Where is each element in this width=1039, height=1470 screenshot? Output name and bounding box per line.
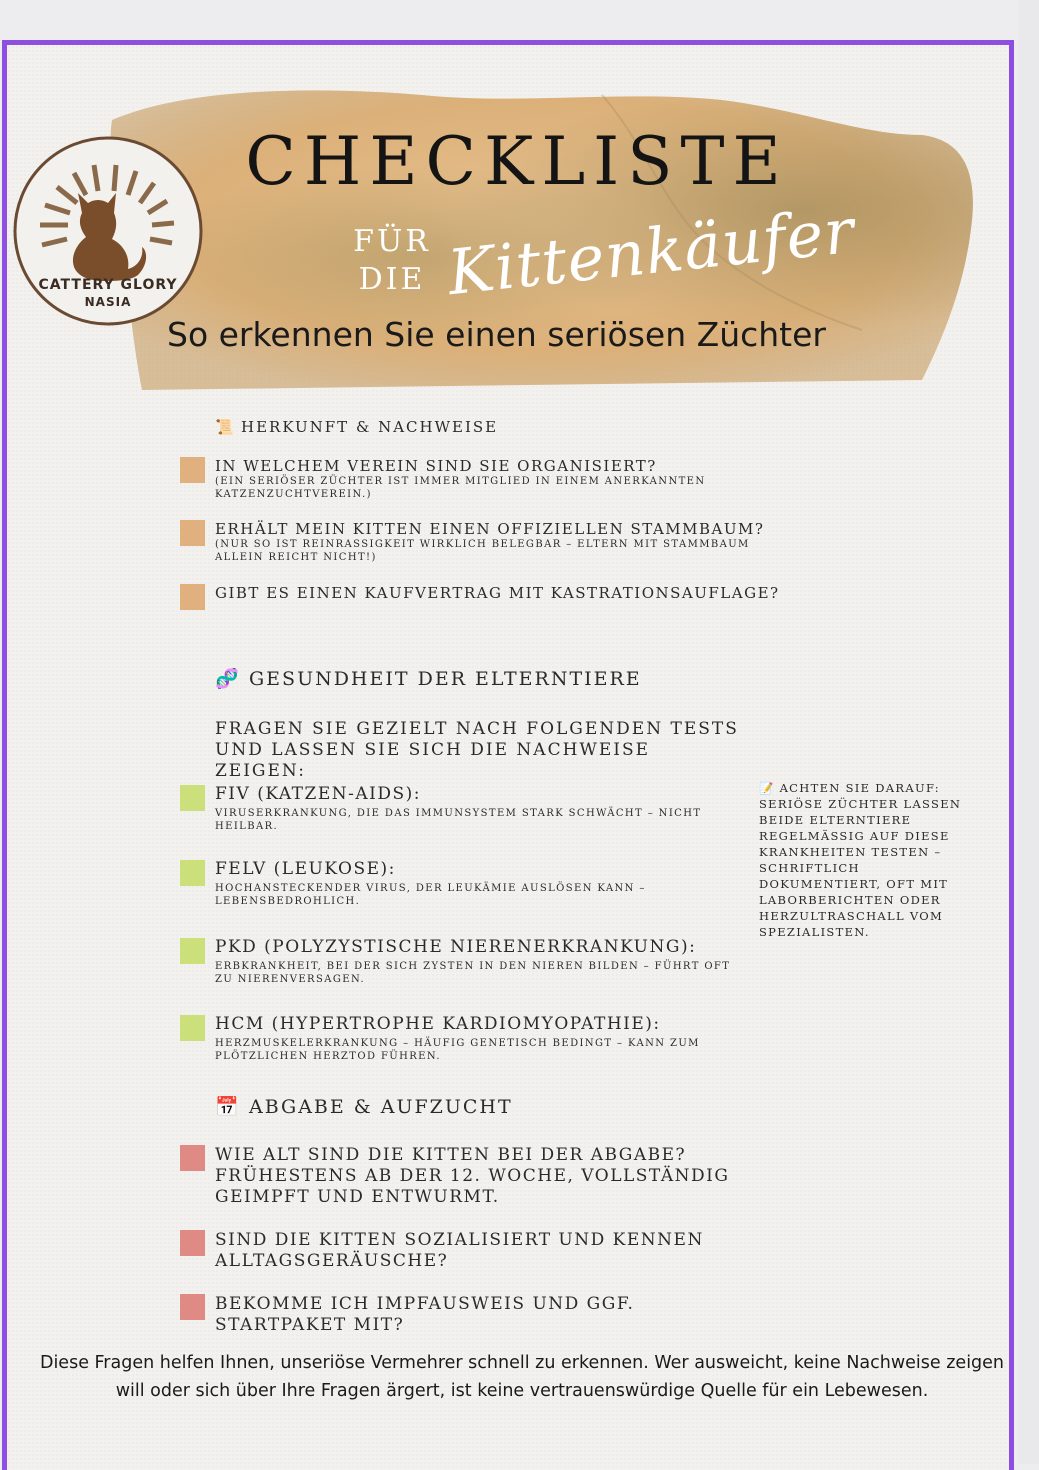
question-text: FELV (LEUKOSE): [215, 859, 396, 879]
question-note: ERBKRANKHEIT, BEI DER SICH ZYSTEN IN DEN NIEREN BILDEN – FÜHRT OFT ZU NIERENVERSAGEN. [215, 961, 731, 985]
question-text: GIBT ES EINEN KAUFVERTRAG MIT KASTRATIONSAUFLAGE? [215, 584, 780, 602]
question-note: (EIN SERIÖSER ZÜCHTER IST IMMER MITGLIED IN EINEM ANERKANNTEN KATZENZUCHTVEREIN.) [215, 476, 706, 500]
title-script-word: Kittenkäufer [444, 193, 859, 310]
question-text: WIE ALT SIND DIE KITTEN BEI DER ABGABE? FRÜHESTENS AB DER 12. WOCHE, VOLLSTÄNDIG GEIMPFT UND ENTWURMT. [215, 1145, 730, 1207]
checklist-item[interactable] [180, 785, 790, 835]
checkbox[interactable] [180, 1015, 205, 1041]
checkbox[interactable] [180, 860, 205, 886]
checklist-item[interactable] [180, 1015, 790, 1065]
checklist-item[interactable] [180, 1230, 790, 1274]
page-subtitle: So erkennen Sie einen seriösen Züchter [167, 315, 826, 354]
closing-paragraph: Diese Fragen helfen Ihnen, unseriöse Vermehrer schnell zu erkennen. Wer ausweicht, keine Nachweise zeigen will oder sich über Ihre Fragen ärgert, ist keine vertrauenswürdige Quelle für ein Lebewesen. [39, 1353, 1005, 1401]
question-text: SIND DIE KITTEN SOZIALISIERT UND KENNEN ALLTAGSGERÄUSCHE? [215, 1230, 704, 1271]
question-note: HERZMUSKELERKRANKUNG – HÄUFIG GENETISCH BEDINGT – KANN ZUM PLÖTZLICHEN HERZTOD FÜHREN. [215, 1038, 700, 1062]
checklist-item[interactable] [180, 1294, 790, 1338]
question-text: ERHÄLT MEIN KITTEN EINEN OFFIZIELLEN STAMMBAUM? [215, 520, 765, 538]
checkbox[interactable] [180, 1145, 205, 1171]
section-heading-gesundheit [215, 667, 642, 690]
title-die: DIE [358, 262, 426, 297]
section-heading-herkunft [215, 418, 498, 436]
checkbox[interactable] [180, 520, 205, 546]
logo-sub: NASIA [84, 295, 132, 309]
section-heading-text: ABGABE & AUFZUCHT [249, 1096, 513, 1118]
calendar-icon: 📅 [215, 1096, 241, 1118]
question-text: PKD (POLYZYSTISCHE NIERENERKRANKUNG): [215, 937, 697, 957]
question-text: BEKOMME ICH IMPFAUSWEIS UND GGF. STARTPAKET MIT? [215, 1294, 635, 1335]
section-heading-text: GESUNDHEIT DER ELTERNTIERE [249, 668, 642, 690]
question-note: (NUR SO IST REINRASSIGKEIT WIRKLICH BELEGBAR – ELTERN MIT STAMMBAUM ALLEIN REICHT NICHT!) [215, 539, 750, 563]
checklist-item[interactable] [180, 520, 790, 570]
scrollbar-track[interactable] [1019, 0, 1039, 1464]
side-note: 📝 ACHTEN SIE DARAUF: SERIÖSE ZÜCHTER LASSEN BEIDE ELTERNTIERE REGELMÄSSIG AUF DIESE KRANKHEITEN TESTEN – SCHRIFTLICH DOKUMENTIERT, OFT MIT LABORBERICHTEN ODER HERZULTRASCHALL VOM SPEZIALISTEN. [759, 781, 962, 939]
section-heading-abgabe [215, 1095, 513, 1118]
document-page [2, 40, 1014, 1470]
question-note: VIRUSERKRANKUNG, DIE DAS IMMUNSYSTEM STARK SCHWÄCHT – NICHT HEILBAR. [215, 808, 702, 832]
title-fuer-die [342, 223, 442, 299]
question-text: IN WELCHEM VEREIN SIND SIE ORGANISIERT? [215, 457, 657, 475]
section-intro: FRAGEN SIE GEZIELT NACH FOLGENDEN TESTS UND LASSEN SIE SICH DIE NACHWEISE ZEIGEN: [215, 719, 739, 781]
cattery-logo [12, 135, 204, 327]
checkbox[interactable] [180, 1294, 205, 1320]
checkbox[interactable] [180, 584, 205, 610]
question-text: FIV (KATZEN-AIDS): [215, 784, 421, 804]
dna-icon: 🧬 [215, 668, 241, 690]
logo-name: CATTERY GLORY [38, 277, 178, 293]
checklist-item[interactable] [180, 457, 790, 507]
question-note: HOCHANSTECKENDER VIRUS, DER LEUKÄMIE AUSLÖSEN KANN – LEBENSBEDROHLICH. [215, 883, 646, 907]
question-text: HCM (HYPERTROPHE KARDIOMYOPATHIE): [215, 1014, 661, 1034]
checklist-item[interactable] [180, 860, 790, 910]
checklist-item[interactable] [180, 938, 790, 988]
checkbox[interactable] [180, 457, 205, 483]
checkbox[interactable] [180, 938, 205, 964]
checkbox[interactable] [180, 1230, 205, 1256]
checkbox[interactable] [180, 785, 205, 811]
checklist-item[interactable] [180, 584, 790, 614]
scroll-icon: 📜 [215, 418, 236, 436]
title-fuer: FÜR [353, 224, 431, 259]
page-title: CHECKLISTE [245, 123, 789, 200]
checklist-item[interactable] [180, 1145, 790, 1209]
section-heading-text: HERKUNFT & NACHWEISE [241, 418, 499, 436]
